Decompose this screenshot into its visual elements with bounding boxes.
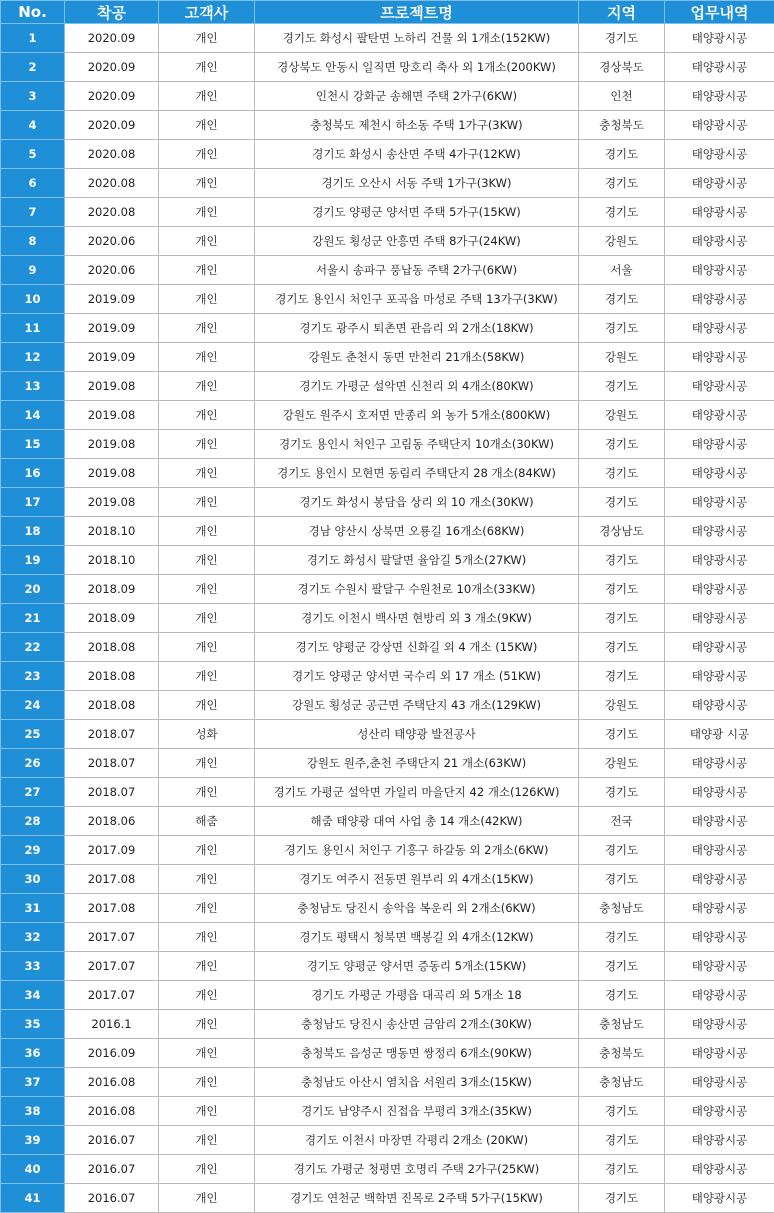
table-row [1, 401, 774, 430]
work-type-cell: 태양광시공 [665, 227, 774, 256]
work-type-cell: 태양광시공 [665, 865, 774, 894]
project-name-cell: 인천시 강화군 송해면 주택 2가구(6KW) [255, 82, 579, 111]
table-body [1, 24, 774, 1213]
work-type-cell: 태양광시공 [665, 1097, 774, 1126]
work-type-cell: 태양광시공 [665, 604, 774, 633]
project-name-cell: 경기도 화성시 송산면 주택 4가구(12KW) [255, 140, 579, 169]
start-date-cell: 2018.09 [65, 575, 159, 604]
table-row [1, 778, 774, 807]
start-date-cell: 2017.09 [65, 836, 159, 865]
table-row [1, 24, 774, 53]
project-name-cell: 경기도 연천군 백학면 진목로 2주택 5가구(15KW) [255, 1184, 579, 1213]
table-row [1, 952, 774, 981]
start-date-cell: 2018.10 [65, 517, 159, 546]
project-name-cell: 경기도 이천시 마장면 각평리 2개소 (20KW) [255, 1126, 579, 1155]
project-name-cell: 경기도 양평군 양서면 주택 5가구(15KW) [255, 198, 579, 227]
table-row [1, 1097, 774, 1126]
client-cell: 개인 [159, 575, 255, 604]
row-number: 9 [1, 256, 65, 285]
client-cell: 개인 [159, 343, 255, 372]
column-header-start-date: 착공 [65, 1, 159, 24]
table-row [1, 807, 774, 836]
row-number: 31 [1, 894, 65, 923]
region-cell: 경기도 [579, 981, 665, 1010]
table-row [1, 575, 774, 604]
table-row [1, 488, 774, 517]
project-name-cell: 성산리 태양광 발전공사 [255, 720, 579, 749]
client-cell: 개인 [159, 865, 255, 894]
client-cell: 개인 [159, 24, 255, 53]
region-cell: 경기도 [579, 198, 665, 227]
region-cell: 전국 [579, 807, 665, 836]
row-number: 40 [1, 1155, 65, 1184]
region-cell: 경기도 [579, 633, 665, 662]
project-name-cell: 서울시 송파구 풍납동 주택 2가구(6KW) [255, 256, 579, 285]
project-name-cell: 강원도 횡성군 공근면 주택단지 43 개소(129KW) [255, 691, 579, 720]
start-date-cell: 2019.09 [65, 343, 159, 372]
project-name-cell: 경기도 가평군 청평면 호명리 주택 2가구(25KW) [255, 1155, 579, 1184]
client-cell: 개인 [159, 894, 255, 923]
work-type-cell: 태양광시공 [665, 807, 774, 836]
region-cell: 강원도 [579, 691, 665, 720]
table-row [1, 662, 774, 691]
work-type-cell: 태양광시공 [665, 923, 774, 952]
start-date-cell: 2016.08 [65, 1097, 159, 1126]
project-name-cell: 경기도 용인시 처인구 포곡읍 마성로 주택 13가구(3KW) [255, 285, 579, 314]
work-type-cell: 태양광시공 [665, 169, 774, 198]
row-number: 34 [1, 981, 65, 1010]
work-type-cell: 태양광시공 [665, 430, 774, 459]
work-type-cell: 태양광시공 [665, 372, 774, 401]
project-name-cell: 충청남도 당진시 송악읍 복운리 외 2개소(6KW) [255, 894, 579, 923]
region-cell: 강원도 [579, 227, 665, 256]
project-name-cell: 해줌 태양광 대여 사업 총 14 개소(42KW) [255, 807, 579, 836]
start-date-cell: 2017.07 [65, 952, 159, 981]
work-type-cell: 태양광시공 [665, 517, 774, 546]
project-name-cell: 경기도 광주시 퇴촌면 관음리 외 2개소(18KW) [255, 314, 579, 343]
project-name-cell: 강원도 횡성군 안흥면 주택 8가구(24KW) [255, 227, 579, 256]
start-date-cell: 2017.07 [65, 981, 159, 1010]
region-cell: 경기도 [579, 604, 665, 633]
project-name-cell: 경기도 용인시 처인구 고림동 주택단지 10개소(30KW) [255, 430, 579, 459]
start-date-cell: 2019.09 [65, 285, 159, 314]
column-header-no: No. [1, 1, 65, 24]
client-cell: 개인 [159, 778, 255, 807]
project-name-cell: 경기도 여주시 전동면 원부리 외 4개소(15KW) [255, 865, 579, 894]
region-cell: 경기도 [579, 662, 665, 691]
client-cell: 개인 [159, 836, 255, 865]
region-cell: 경기도 [579, 546, 665, 575]
work-type-cell: 태양광시공 [665, 1010, 774, 1039]
table-row [1, 1126, 774, 1155]
start-date-cell: 2019.08 [65, 401, 159, 430]
project-name-cell: 경기도 가평군 가평읍 대곡리 외 5개소 18 [255, 981, 579, 1010]
client-cell: 개인 [159, 1068, 255, 1097]
row-number: 17 [1, 488, 65, 517]
project-name-cell: 충청남도 아산시 염치읍 서원리 3개소(15KW) [255, 1068, 579, 1097]
start-date-cell: 2019.09 [65, 314, 159, 343]
work-type-cell: 태양광시공 [665, 314, 774, 343]
region-cell: 경기도 [579, 1155, 665, 1184]
start-date-cell: 2018.07 [65, 720, 159, 749]
column-header-project-name: 프로젝트명 [255, 1, 579, 24]
work-type-cell: 태양광시공 [665, 111, 774, 140]
region-cell: 경상남도 [579, 517, 665, 546]
project-name-cell: 강원도 원주,춘천 주택단지 21 개소(63KW) [255, 749, 579, 778]
table-row [1, 343, 774, 372]
start-date-cell: 2017.08 [65, 865, 159, 894]
table-row [1, 923, 774, 952]
row-number: 13 [1, 372, 65, 401]
table-row [1, 111, 774, 140]
region-cell: 강원도 [579, 749, 665, 778]
work-type-cell: 태양광시공 [665, 662, 774, 691]
client-cell: 개인 [159, 285, 255, 314]
client-cell: 개인 [159, 198, 255, 227]
start-date-cell: 2016.1 [65, 1010, 159, 1039]
row-number: 2 [1, 53, 65, 82]
work-type-cell: 태양광시공 [665, 82, 774, 111]
table-row [1, 314, 774, 343]
start-date-cell: 2020.09 [65, 53, 159, 82]
start-date-cell: 2018.07 [65, 749, 159, 778]
row-number: 14 [1, 401, 65, 430]
start-date-cell: 2016.07 [65, 1155, 159, 1184]
table-row [1, 633, 774, 662]
start-date-cell: 2020.08 [65, 140, 159, 169]
row-number: 20 [1, 575, 65, 604]
start-date-cell: 2017.08 [65, 894, 159, 923]
project-name-cell: 충청남도 당진시 송산면 금암리 2개소(30KW) [255, 1010, 579, 1039]
region-cell: 충청북도 [579, 111, 665, 140]
row-number: 24 [1, 691, 65, 720]
work-type-cell: 태양광시공 [665, 401, 774, 430]
work-type-cell: 태양광시공 [665, 1039, 774, 1068]
region-cell: 경기도 [579, 372, 665, 401]
start-date-cell: 2020.09 [65, 24, 159, 53]
client-cell: 개인 [159, 952, 255, 981]
column-header-work-type: 업무내역 [665, 1, 774, 24]
row-number: 35 [1, 1010, 65, 1039]
work-type-cell: 태양광시공 [665, 749, 774, 778]
start-date-cell: 2018.08 [65, 633, 159, 662]
work-type-cell: 태양광시공 [665, 691, 774, 720]
row-number: 21 [1, 604, 65, 633]
project-name-cell: 경기도 가평군 설악면 신천리 외 4개소(80KW) [255, 372, 579, 401]
table-row [1, 691, 774, 720]
row-number: 37 [1, 1068, 65, 1097]
table-header-row [1, 1, 774, 24]
start-date-cell: 2019.08 [65, 430, 159, 459]
table-row [1, 256, 774, 285]
client-cell: 개인 [159, 517, 255, 546]
client-cell: 개인 [159, 633, 255, 662]
start-date-cell: 2017.07 [65, 923, 159, 952]
row-number: 1 [1, 24, 65, 53]
row-number: 8 [1, 227, 65, 256]
region-cell: 강원도 [579, 343, 665, 372]
table-row [1, 227, 774, 256]
table-row [1, 981, 774, 1010]
client-cell: 개인 [159, 430, 255, 459]
row-number: 15 [1, 430, 65, 459]
row-number: 5 [1, 140, 65, 169]
table-row [1, 169, 774, 198]
client-cell: 개인 [159, 1184, 255, 1213]
project-name-cell: 경기도 이천시 백사면 현방리 외 3 개소(9KW) [255, 604, 579, 633]
client-cell: 개인 [159, 1126, 255, 1155]
row-number: 39 [1, 1126, 65, 1155]
region-cell: 서울 [579, 256, 665, 285]
client-cell: 개인 [159, 459, 255, 488]
row-number: 3 [1, 82, 65, 111]
start-date-cell: 2016.07 [65, 1184, 159, 1213]
client-cell: 개인 [159, 314, 255, 343]
region-cell: 경기도 [579, 778, 665, 807]
table-row [1, 285, 774, 314]
work-type-cell: 태양광시공 [665, 459, 774, 488]
client-cell: 성화 [159, 720, 255, 749]
client-cell: 개인 [159, 691, 255, 720]
start-date-cell: 2018.08 [65, 662, 159, 691]
row-number: 7 [1, 198, 65, 227]
row-number: 12 [1, 343, 65, 372]
client-cell: 개인 [159, 923, 255, 952]
region-cell: 충청남도 [579, 894, 665, 923]
row-number: 11 [1, 314, 65, 343]
table-row [1, 894, 774, 923]
work-type-cell: 태양광시공 [665, 778, 774, 807]
row-number: 33 [1, 952, 65, 981]
work-type-cell: 태양광시공 [665, 894, 774, 923]
table-row [1, 749, 774, 778]
client-cell: 개인 [159, 111, 255, 140]
region-cell: 인천 [579, 82, 665, 111]
client-cell: 개인 [159, 140, 255, 169]
client-cell: 개인 [159, 1155, 255, 1184]
client-cell: 개인 [159, 256, 255, 285]
region-cell: 충청남도 [579, 1068, 665, 1097]
table-row [1, 140, 774, 169]
work-type-cell: 태양광 시공 [665, 720, 774, 749]
region-cell: 충청북도 [579, 1039, 665, 1068]
client-cell: 개인 [159, 1010, 255, 1039]
region-cell: 경기도 [579, 488, 665, 517]
region-cell: 경기도 [579, 285, 665, 314]
row-number: 30 [1, 865, 65, 894]
row-number: 41 [1, 1184, 65, 1213]
column-header-client: 고객사 [159, 1, 255, 24]
start-date-cell: 2018.08 [65, 691, 159, 720]
project-name-cell: 경기도 화성시 팔탄면 노하리 건물 외 1개소(152KW) [255, 24, 579, 53]
region-cell: 경기도 [579, 720, 665, 749]
row-number: 38 [1, 1097, 65, 1126]
table-row [1, 82, 774, 111]
start-date-cell: 2020.06 [65, 227, 159, 256]
row-number: 29 [1, 836, 65, 865]
work-type-cell: 태양광시공 [665, 1068, 774, 1097]
region-cell: 경기도 [579, 836, 665, 865]
table-row [1, 720, 774, 749]
start-date-cell: 2020.08 [65, 169, 159, 198]
project-name-cell: 경기도 화성시 봉담읍 상리 외 10 개소(30KW) [255, 488, 579, 517]
region-cell: 경기도 [579, 24, 665, 53]
project-name-cell: 경기도 가평군 설악면 가일리 마을단지 42 개소(126KW) [255, 778, 579, 807]
client-cell: 개인 [159, 546, 255, 575]
start-date-cell: 2018.07 [65, 778, 159, 807]
start-date-cell: 2019.08 [65, 372, 159, 401]
client-cell: 개인 [159, 749, 255, 778]
project-name-cell: 경기도 평택시 청북면 백봉길 외 4개소(12KW) [255, 923, 579, 952]
table-row [1, 430, 774, 459]
table-row [1, 517, 774, 546]
row-number: 28 [1, 807, 65, 836]
project-name-cell: 강원도 원주시 호저면 만종리 외 농가 5개소(800KW) [255, 401, 579, 430]
region-cell: 경기도 [579, 1184, 665, 1213]
project-name-cell: 충청북도 제천시 하소동 주택 1가구(3KW) [255, 111, 579, 140]
region-cell: 경기도 [579, 314, 665, 343]
start-date-cell: 2018.06 [65, 807, 159, 836]
client-cell: 개인 [159, 662, 255, 691]
start-date-cell: 2016.07 [65, 1126, 159, 1155]
region-cell: 경기도 [579, 1126, 665, 1155]
project-name-cell: 경기도 용인시 처인구 기흥구 하갈동 외 2개소(6KW) [255, 836, 579, 865]
table-row [1, 198, 774, 227]
table-row [1, 836, 774, 865]
client-cell: 개인 [159, 401, 255, 430]
start-date-cell: 2019.08 [65, 488, 159, 517]
project-name-cell: 경기도 양평군 양서면 증동리 5개소(15KW) [255, 952, 579, 981]
work-type-cell: 태양광시공 [665, 1155, 774, 1184]
work-type-cell: 태양광시공 [665, 1126, 774, 1155]
work-type-cell: 태양광시공 [665, 488, 774, 517]
work-type-cell: 태양광시공 [665, 53, 774, 82]
table-row [1, 1039, 774, 1068]
region-cell: 경기도 [579, 1097, 665, 1126]
table-row [1, 546, 774, 575]
project-name-cell: 경기도 수원시 팔달구 수원천로 10개소(33KW) [255, 575, 579, 604]
project-name-cell: 충청북도 음성군 맹동면 쌍정리 6개소(90KW) [255, 1039, 579, 1068]
row-number: 25 [1, 720, 65, 749]
project-name-cell: 경기도 화성시 팔달면 율암길 5개소(27KW) [255, 546, 579, 575]
region-cell: 경기도 [579, 865, 665, 894]
project-name-cell: 경기도 오산시 서동 주택 1가구(3KW) [255, 169, 579, 198]
table-row [1, 53, 774, 82]
start-date-cell: 2019.08 [65, 459, 159, 488]
start-date-cell: 2020.09 [65, 82, 159, 111]
table-row [1, 1155, 774, 1184]
table-row [1, 459, 774, 488]
start-date-cell: 2016.08 [65, 1068, 159, 1097]
project-name-cell: 경기도 용인시 모현면 동림리 주택단지 28 개소(84KW) [255, 459, 579, 488]
work-type-cell: 태양광시공 [665, 836, 774, 865]
table-row [1, 1068, 774, 1097]
work-type-cell: 태양광시공 [665, 575, 774, 604]
region-cell: 경기도 [579, 459, 665, 488]
work-type-cell: 태양광시공 [665, 952, 774, 981]
region-cell: 경기도 [579, 575, 665, 604]
project-name-cell: 경기도 양평군 강상면 신화길 외 4 개소 (15KW) [255, 633, 579, 662]
work-type-cell: 태양광시공 [665, 343, 774, 372]
project-name-cell: 경기도 남양주시 진접읍 부평리 3개소(35KW) [255, 1097, 579, 1126]
row-number: 23 [1, 662, 65, 691]
table-row [1, 372, 774, 401]
region-cell: 강원도 [579, 401, 665, 430]
row-number: 36 [1, 1039, 65, 1068]
work-type-cell: 태양광시공 [665, 256, 774, 285]
start-date-cell: 2016.09 [65, 1039, 159, 1068]
row-number: 22 [1, 633, 65, 662]
start-date-cell: 2018.10 [65, 546, 159, 575]
project-name-cell: 경기도 양평군 양서면 국수리 외 17 개소 (51KW) [255, 662, 579, 691]
client-cell: 개인 [159, 169, 255, 198]
work-type-cell: 태양광시공 [665, 633, 774, 662]
work-type-cell: 태양광시공 [665, 981, 774, 1010]
client-cell: 개인 [159, 1097, 255, 1126]
row-number: 4 [1, 111, 65, 140]
row-number: 6 [1, 169, 65, 198]
table-row [1, 1184, 774, 1213]
client-cell: 개인 [159, 981, 255, 1010]
work-type-cell: 태양광시공 [665, 24, 774, 53]
project-name-cell: 경상북도 안동시 일직면 망호리 축사 외 1개소(200KW) [255, 53, 579, 82]
row-number: 16 [1, 459, 65, 488]
row-number: 10 [1, 285, 65, 314]
region-cell: 경상북도 [579, 53, 665, 82]
region-cell: 경기도 [579, 430, 665, 459]
row-number: 27 [1, 778, 65, 807]
work-type-cell: 태양광시공 [665, 546, 774, 575]
client-cell: 개인 [159, 227, 255, 256]
table-row [1, 604, 774, 633]
client-cell: 개인 [159, 53, 255, 82]
start-date-cell: 2018.09 [65, 604, 159, 633]
client-cell: 개인 [159, 488, 255, 517]
client-cell: 개인 [159, 82, 255, 111]
client-cell: 개인 [159, 604, 255, 633]
client-cell: 개인 [159, 1039, 255, 1068]
region-cell: 경기도 [579, 140, 665, 169]
work-type-cell: 태양광시공 [665, 198, 774, 227]
project-name-cell: 강원도 춘천시 동면 만천리 21개소(58KW) [255, 343, 579, 372]
column-header-region: 지역 [579, 1, 665, 24]
row-number: 19 [1, 546, 65, 575]
work-type-cell: 태양광시공 [665, 1184, 774, 1213]
work-type-cell: 태양광시공 [665, 140, 774, 169]
project-name-cell: 경남 양산시 상북면 오룡길 16개소(68KW) [255, 517, 579, 546]
start-date-cell: 2020.08 [65, 198, 159, 227]
client-cell: 개인 [159, 372, 255, 401]
region-cell: 경기도 [579, 169, 665, 198]
row-number: 32 [1, 923, 65, 952]
table-row [1, 1010, 774, 1039]
region-cell: 충청남도 [579, 1010, 665, 1039]
start-date-cell: 2020.06 [65, 256, 159, 285]
work-type-cell: 태양광시공 [665, 285, 774, 314]
row-number: 26 [1, 749, 65, 778]
row-number: 18 [1, 517, 65, 546]
region-cell: 경기도 [579, 923, 665, 952]
table-row [1, 865, 774, 894]
region-cell: 경기도 [579, 952, 665, 981]
start-date-cell: 2020.09 [65, 111, 159, 140]
client-cell: 해줌 [159, 807, 255, 836]
